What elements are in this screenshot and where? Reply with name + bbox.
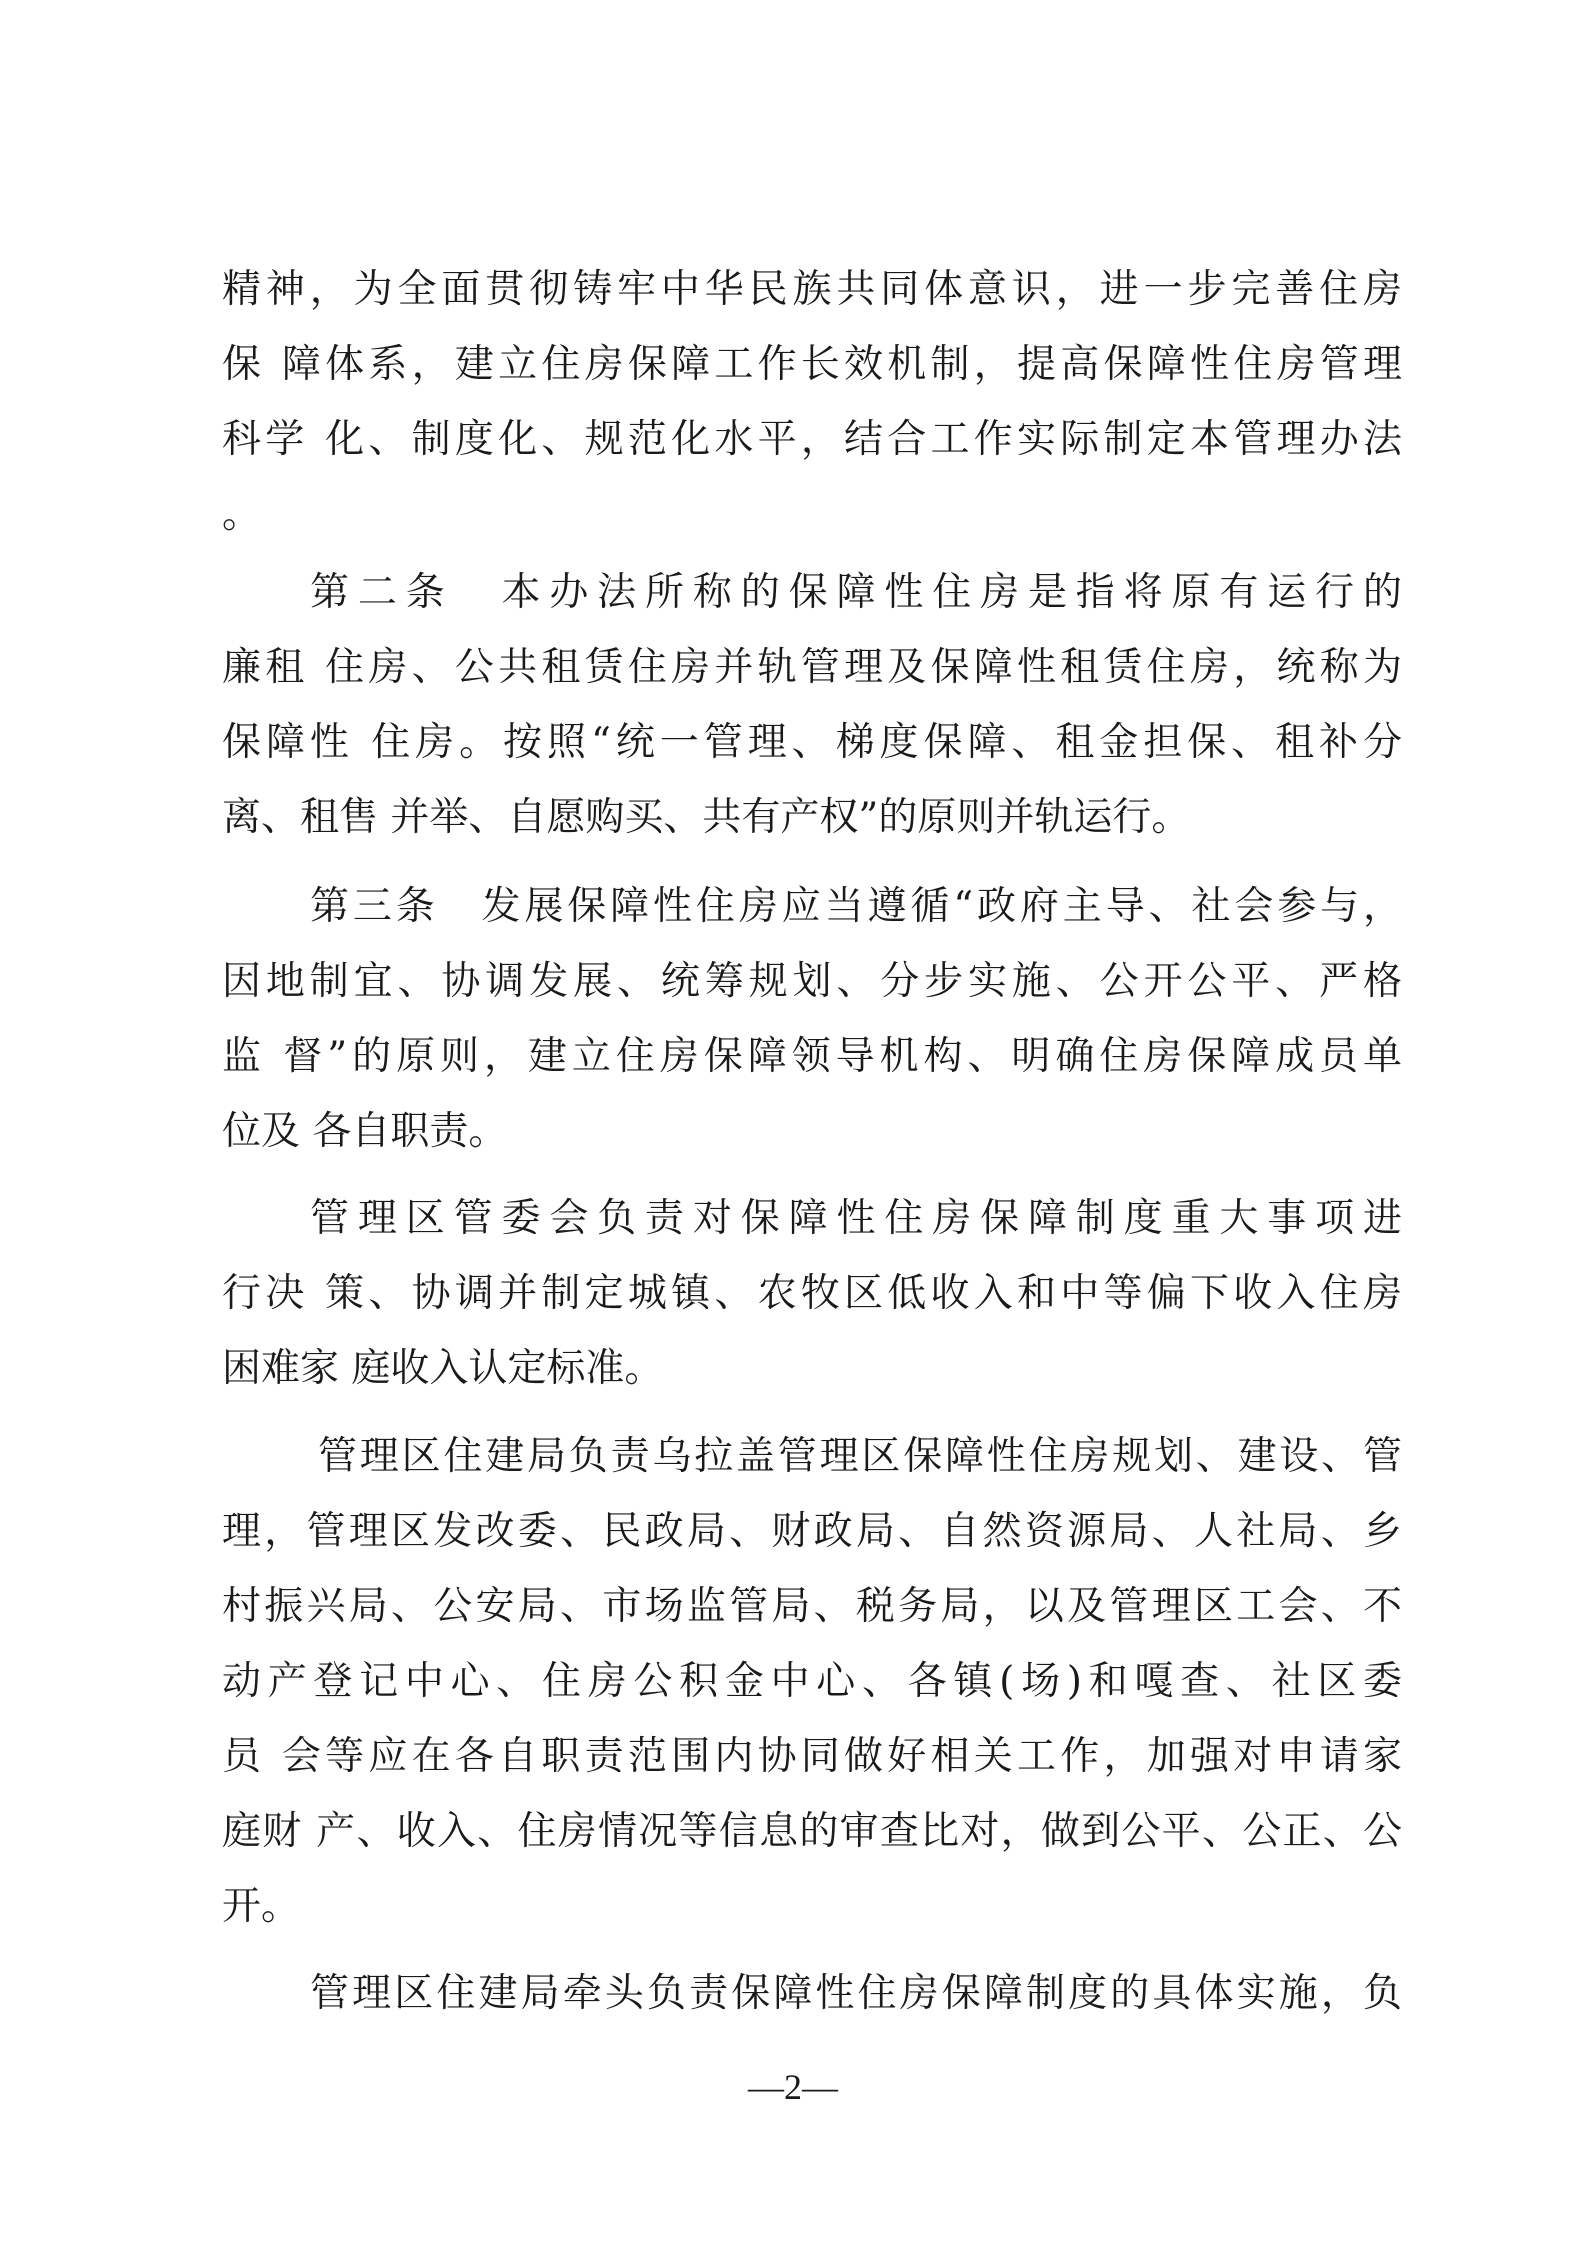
paragraph-housing-bureau-line-2: 理，管理区发改委、民政局、财政局、自然资源局、人社局、乡 xyxy=(222,1509,1402,1554)
article-2-line-1: 第二条 本办法所称的保障性住房是指将原有运行的 xyxy=(310,570,1402,615)
paragraph-committee-line-3: 困难家 庭收入认定标准。 xyxy=(222,1346,664,1391)
paragraph-committee-line-1: 管理区管委会负责对保障性住房保障制度重大事项进 xyxy=(310,1196,1402,1241)
paragraph-housing-bureau-line-6: 庭财 产、收入、住房情况等信息的审查比对，做到公平、公正、公 xyxy=(222,1809,1402,1854)
paragraph-committee-line-2: 行决 策、协调并制定城镇、农牧区低收入和中等偏下收入住房 xyxy=(222,1271,1402,1316)
text-line-3: 科学 化、制度化、规范化水平，结合工作实际制定本管理办法 xyxy=(222,417,1402,462)
article-3-line-4: 位及 各自职责。 xyxy=(222,1109,508,1154)
page-number: —2— xyxy=(748,2067,838,2107)
paragraph-implementation-line-1: 管理区住建局牵头负责保障性住房保障制度的具体实施，负 xyxy=(310,1971,1402,2016)
article-3-line-2: 因地制宜、协调发展、统筹规划、分步实施、公开公平、严格 xyxy=(222,959,1402,1004)
article-2-line-3: 保障性 住房。按照“统一管理、梯度保障、租金担保、租补分 xyxy=(222,720,1402,765)
text-line-2: 保 障体系，建立住房保障工作长效机制，提高保障性住房管理 xyxy=(222,342,1402,387)
article-3-line-1: 第三条 发展保障性住房应当遵循“政府主导、社会参与， xyxy=(310,884,1402,929)
article-3-line-3: 监 督”的原则，建立住房保障领导机构、明确住房保障成员单 xyxy=(222,1034,1402,1079)
paragraph-housing-bureau-line-1: 管理区住建局负责乌拉盖管理区保障性住房规划、建设、管 xyxy=(318,1434,1402,1479)
paragraph-housing-bureau-line-4: 动产登记中心、住房公积金中心、各镇(场)和嘎查、社区委 xyxy=(222,1659,1402,1704)
text-line-1: 精神，为全面贯彻铸牢中华民族共同体意识，进一步完善住房 xyxy=(222,267,1402,312)
paragraph-housing-bureau-line-3: 村振兴局、公安局、市场监管局、税务局，以及管理区工会、不 xyxy=(222,1584,1402,1629)
paragraph-housing-bureau-line-5: 员 会等应在各自职责范围内协同做好相关工作，加强对申请家 xyxy=(222,1734,1402,1779)
text-line-4: 。 xyxy=(222,492,262,537)
article-2-line-2: 廉租 住房、公共租赁住房并轨管理及保障性租赁住房，统称为 xyxy=(222,645,1402,690)
article-2-line-4: 离、租售 并举、自愿购买、共有产权”的原则并轨运行。 xyxy=(222,795,1191,840)
paragraph-housing-bureau-line-7: 开。 xyxy=(222,1884,301,1929)
